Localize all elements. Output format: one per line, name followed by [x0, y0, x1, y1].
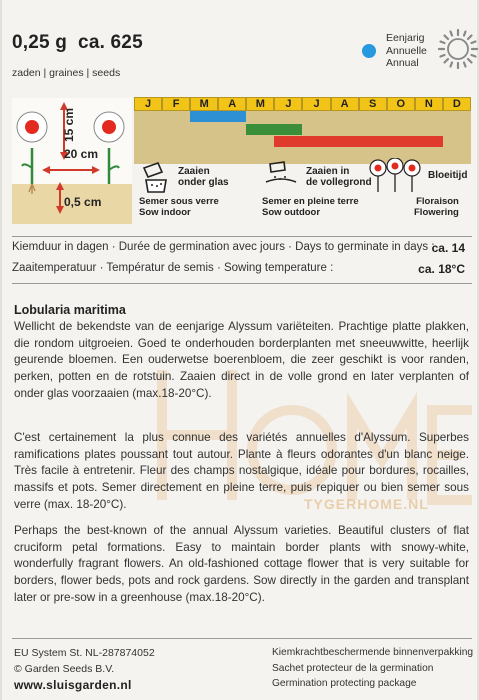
calendar-grid: [134, 111, 471, 164]
copyright: © Garden Seeds B.V.: [14, 663, 115, 675]
calendar-bar: [274, 136, 443, 147]
sow-outdoor-icon: [264, 160, 298, 194]
month-cell: J: [302, 97, 330, 111]
description-nl: Wellicht de bekendste van de eenjarige Alyssum variëteiten. Prachtige platte plakken, die rondom uitgroeien. Goed te onderhouden borderplanten met sneeuwwitte, heerlijk geurende bloemen. Een ouderwetse boerenbloem, die zeer geschikt is voor randen, perken, potten en de rotstuin. Zaaien direct in de volle grond en later verplanten of onder glas voorzaaien (max.18-20°C).: [14, 320, 469, 400]
lifecycle-label: Eenjarig Annuelle Annual: [386, 32, 427, 69]
calendar-bar: [246, 124, 302, 135]
sow-outdoor-label-fr-en: Semer en pleine terre Sow outdoor: [262, 196, 359, 218]
seed-weight: 0,25 g ca. 625: [12, 32, 143, 53]
sow-indoor-label-fr-en: Semer sous verre Sow indoor: [139, 196, 219, 218]
website: www.sluisgarden.nl: [14, 678, 132, 692]
flowering-label-fr-en: Floraison Flowering: [414, 196, 459, 218]
height-label: 15 cm: [62, 107, 76, 142]
month-cell: O: [387, 97, 415, 111]
germination-label: Kiemduur in dagen · Durée de germination avec jours · Days to germinate in days :: [12, 241, 435, 253]
calendar-bar: [190, 111, 246, 122]
annual-dot-icon: [362, 44, 376, 58]
protection-nl: Kiemkrachtbeschermende binnenverpakking: [272, 647, 474, 658]
flowering-label-nl: Bloeitijd: [428, 170, 468, 181]
month-cell: N: [415, 97, 443, 111]
sow-outdoor-label-nl: Zaaien in de vollegrond: [306, 166, 372, 188]
sow-indoor-label-nl: Zaaien onder glas: [178, 166, 229, 188]
depth-label: 0,5 cm: [64, 195, 102, 209]
month-cell: A: [218, 97, 246, 111]
month-cell: A: [331, 97, 359, 111]
flowering-icon: [368, 158, 422, 194]
temperature-value: ca. 18°C: [418, 262, 465, 276]
watermark-text: TYGERHOME.NL: [304, 496, 429, 512]
seed-units: zaden | graines | seeds: [12, 67, 121, 79]
width-label: 20 cm: [64, 147, 99, 161]
full-sun-icon: [437, 28, 479, 70]
month-cell: F: [162, 97, 190, 111]
species-name: Lobularia maritima: [14, 303, 126, 317]
eu-system-number: EU System St. NL-287874052: [14, 647, 155, 659]
month-cell: J: [274, 97, 302, 111]
divider: [12, 283, 472, 284]
month-cell: S: [359, 97, 387, 111]
month-cell: M: [190, 97, 218, 111]
month-cell: M: [246, 97, 274, 111]
temperature-label: Zaaitemperatuur · Températur de semis · Sowing temperature :: [12, 262, 334, 274]
description-en: Perhaps the best-known of the annual Alyssum varieties. Beautiful clusters of flat cruciform petal formations. Easy to maintain border plants with snowy-white, wonderfully fragrant flowers. An old-fashioned cottage flower that is very suitable for borders, flower beds, pots and rock gardens. Sow directly in the garden and transplant later or pre-sow in a greenhouse (max.18-20°C).: [14, 524, 469, 604]
germination-value: ca. 14: [431, 241, 465, 255]
description-fr: C'est certainement la plus connue des variétés annuelles d'Alyssum. Superbes ramifications plates poussant tout autour. Plante à fleurs odorantes d'un blanc neige. Très facile à entretenir. Fleur des champs nostalgique, idéale pour bordures, rocailles, massifs et pots. Semer directement en pleine terre, puis repiquer ou bien semer sous verre (max. 18-20°C).: [14, 431, 469, 511]
divider: [12, 638, 472, 639]
protection-fr: Sachet protecteur de la germination: [272, 663, 434, 674]
protection-en: Germination protecting package: [272, 678, 417, 689]
month-cell: D: [443, 97, 471, 111]
divider: [12, 236, 472, 237]
month-header: [134, 97, 471, 111]
header: [12, 28, 472, 90]
month-cell: J: [134, 97, 162, 111]
sow-indoor-icon: [140, 160, 172, 194]
